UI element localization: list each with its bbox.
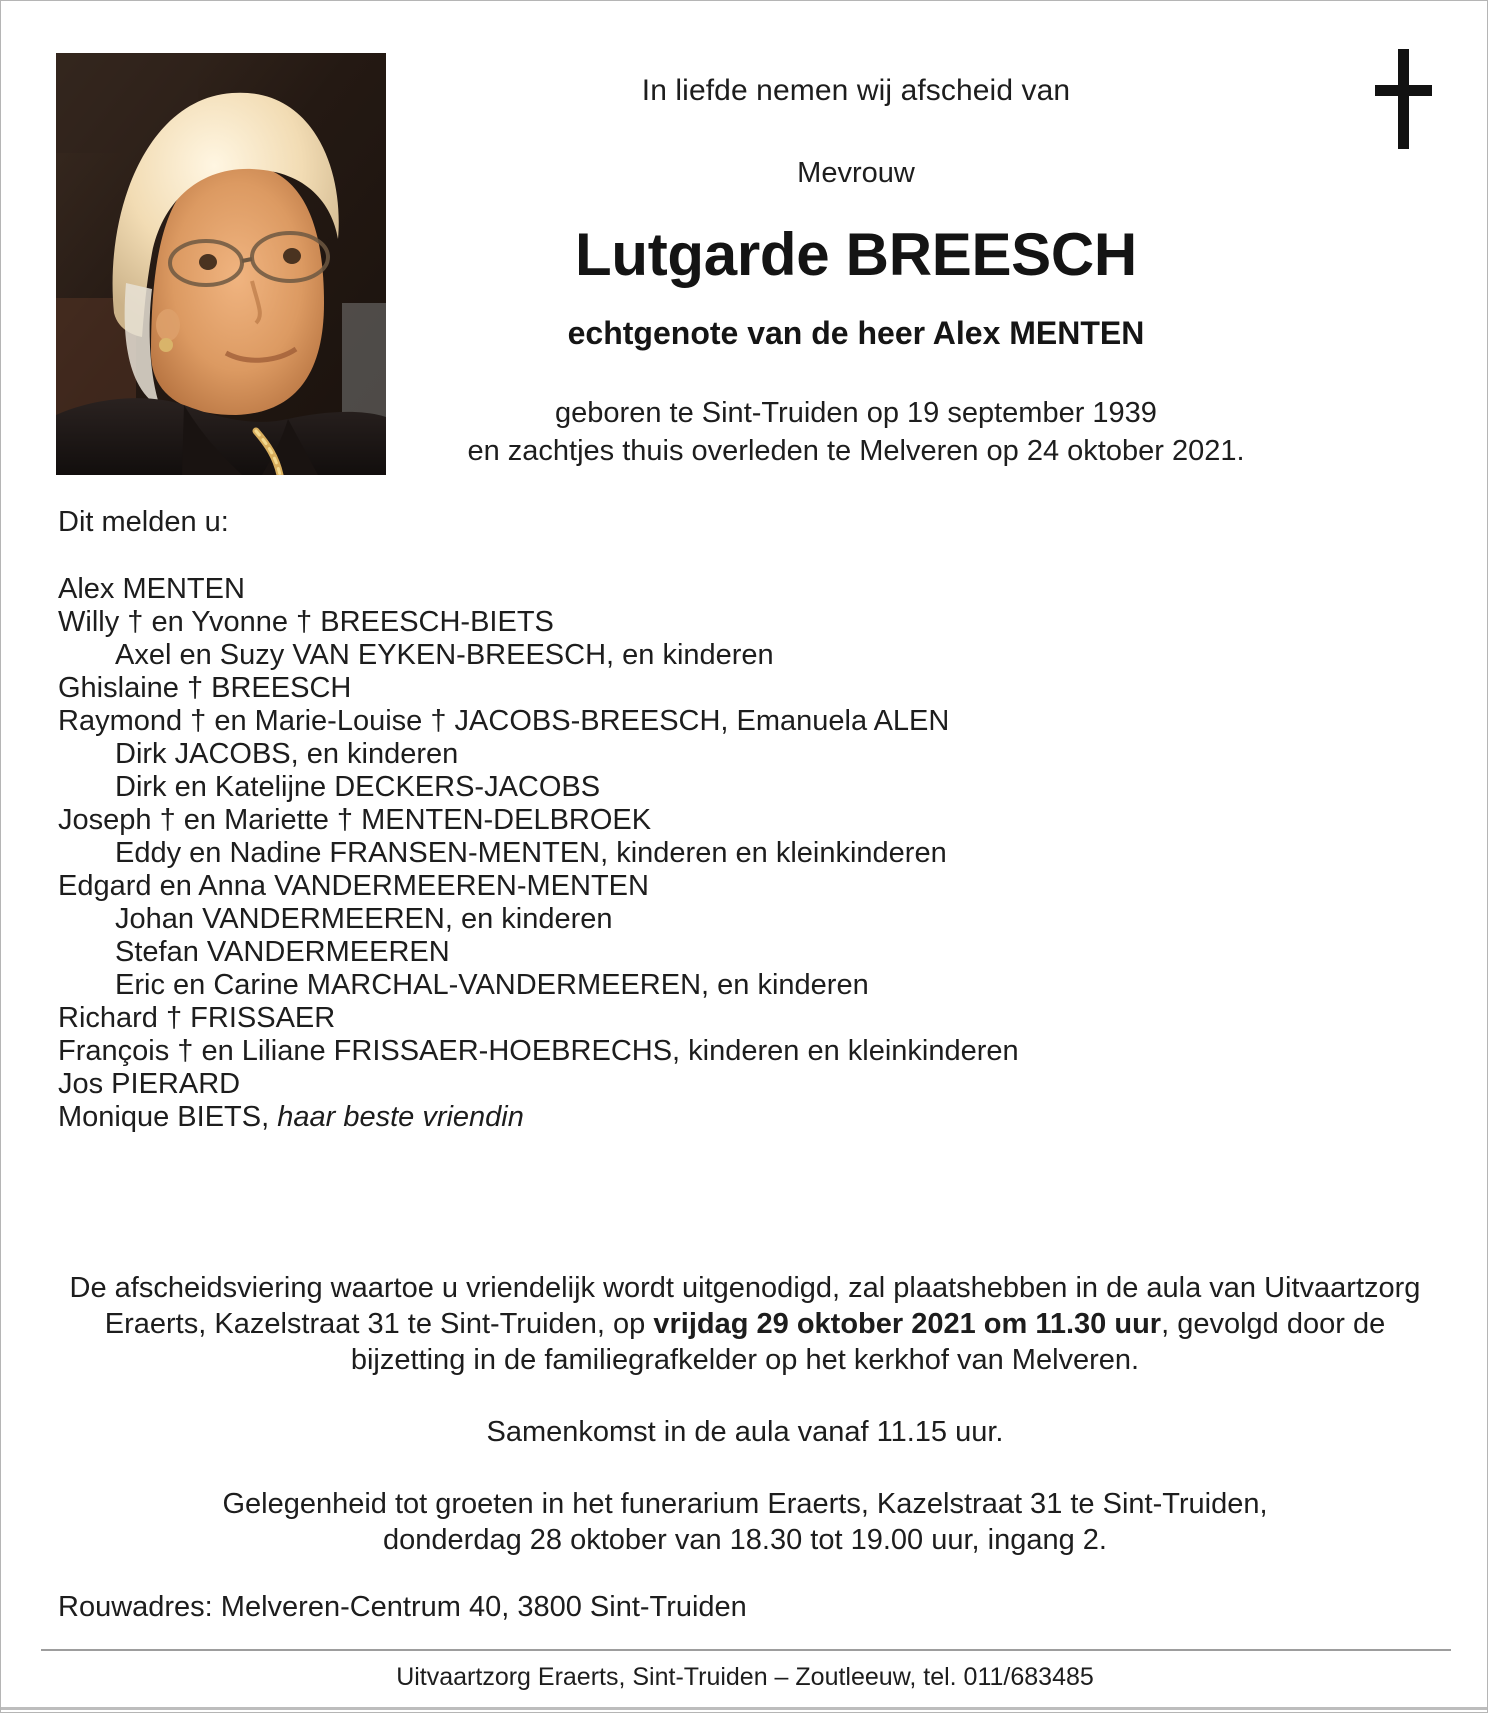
- family-name: Willy † en Yvonne † BREESCH-BIETS: [58, 606, 554, 638]
- family-name: Monique BIETS,: [58, 1101, 278, 1133]
- header-block: [421, 73, 1291, 471]
- family-name: François † en Liliane FRISSAER-HOEBRECHS, kinderen en kleinkinderen: [58, 1035, 1019, 1067]
- ceremony-p1-part1: De afscheidsviering waartoe u vriendelijk wordt uitgenodigd, zal plaatshebben in de aula van Uitvaartzorg Eraerts, Kazelstraat 31 te Sint-Truiden, op: [69, 1272, 1421, 1340]
- family-list-item: [58, 606, 1378, 639]
- portrait-photo: [56, 53, 386, 475]
- life-dates: [421, 394, 1291, 471]
- family-list-item: [58, 705, 1378, 738]
- family-list-item: [58, 1002, 1378, 1035]
- family-list-item: [58, 870, 1378, 903]
- ceremony-p1-bold: vrijdag 29 oktober 2021 om 11.30 uur: [653, 1308, 1162, 1340]
- family-name: Richard † FRISSAER: [58, 1002, 336, 1034]
- mourning-address: Rouwadres: Melveren-Centrum 40, 3800 Sint-Truiden: [58, 1591, 747, 1623]
- family-name: Edgard en Anna VANDERMEEREN-MENTEN: [58, 870, 649, 902]
- visitation-line-2: donderdag 28 oktober van 18.30 tot 19.00 uur, ingang 2.: [383, 1524, 1107, 1556]
- family-list-item: [58, 672, 1378, 705]
- visitation-line-1: Gelegenheid tot groeten in het funerarium Eraerts, Kazelstraat 31 te Sint-Truiden,: [222, 1488, 1268, 1520]
- family-list-item: [58, 771, 1378, 804]
- ceremony-paragraph-3: [61, 1486, 1429, 1558]
- family-name: Joseph † en Mariette † MENTEN-DELBROEK: [58, 804, 652, 836]
- family-list-item: [58, 1101, 1378, 1134]
- bottom-border: [1, 1707, 1488, 1710]
- ceremony-paragraph-1: [61, 1270, 1429, 1378]
- family-list-item: [58, 573, 1378, 606]
- family-list: [58, 573, 1378, 1134]
- family-name: Dirk JACOBS, en kinderen: [115, 738, 459, 770]
- family-name: Ghislaine † BREESCH: [58, 672, 352, 704]
- footer-divider: [41, 1649, 1451, 1651]
- family-name: Eric en Carine MARCHAL-VANDERMEEREN, en kinderen: [115, 969, 869, 1001]
- cross-icon: [1373, 49, 1433, 149]
- ceremony-p1-part2: , gevolgd door de bijzetting in de familiegrafkelder op het kerkhof van Melveren.: [350, 1308, 1386, 1376]
- family-name: Eddy en Nadine FRANSEN-MENTEN, kinderen en kleinkinderen: [115, 837, 947, 869]
- deceased-name: Lutgarde BREESCH: [575, 221, 1137, 288]
- birth-line: geboren te Sint-Truiden op 19 september 1939: [555, 397, 1157, 429]
- family-list-item: [58, 936, 1378, 969]
- family-list-item: [58, 1035, 1378, 1068]
- footer-text: Uitvaartzorg Eraerts, Sint-Truiden – Zoutleeuw, tel. 011/683485: [396, 1663, 1094, 1691]
- family-name: Stefan VANDERMEEREN: [115, 936, 450, 968]
- family-name: Axel en Suzy VAN EYKEN-BREESCH, en kinderen: [115, 639, 774, 671]
- family-list-item: [58, 639, 1378, 672]
- family-list-item: [58, 804, 1378, 837]
- family-list-item: [58, 969, 1378, 1002]
- ceremony-paragraph-2: Samenkomst in de aula vanaf 11.15 uur.: [486, 1416, 1004, 1448]
- lead-text: In liefde nemen wij afscheid van: [641, 74, 1071, 107]
- family-name: Johan VANDERMEEREN, en kinderen: [115, 903, 613, 935]
- salutation: Mevrouw: [797, 157, 915, 189]
- family-list-item: [58, 903, 1378, 936]
- family-name: Dirk en Katelijne DECKERS-JACOBS: [115, 771, 601, 803]
- family-list-item: [58, 1068, 1378, 1101]
- spouse-line: echtgenote van de heer Alex MENTEN: [567, 315, 1145, 351]
- family-name: Raymond † en Marie-Louise † JACOBS-BREESCH, Emanuela ALEN: [58, 705, 950, 737]
- family-name: Jos PIERARD: [58, 1068, 241, 1100]
- family-list-item: [58, 837, 1378, 870]
- family-name: Alex MENTEN: [58, 573, 245, 605]
- family-list-item: [58, 738, 1378, 771]
- family-relation-note: haar beste vriendin: [277, 1101, 524, 1133]
- death-line: en zachtjes thuis overleden te Melveren op 24 oktober 2021.: [467, 435, 1245, 468]
- announce-label: Dit melden u:: [58, 506, 229, 538]
